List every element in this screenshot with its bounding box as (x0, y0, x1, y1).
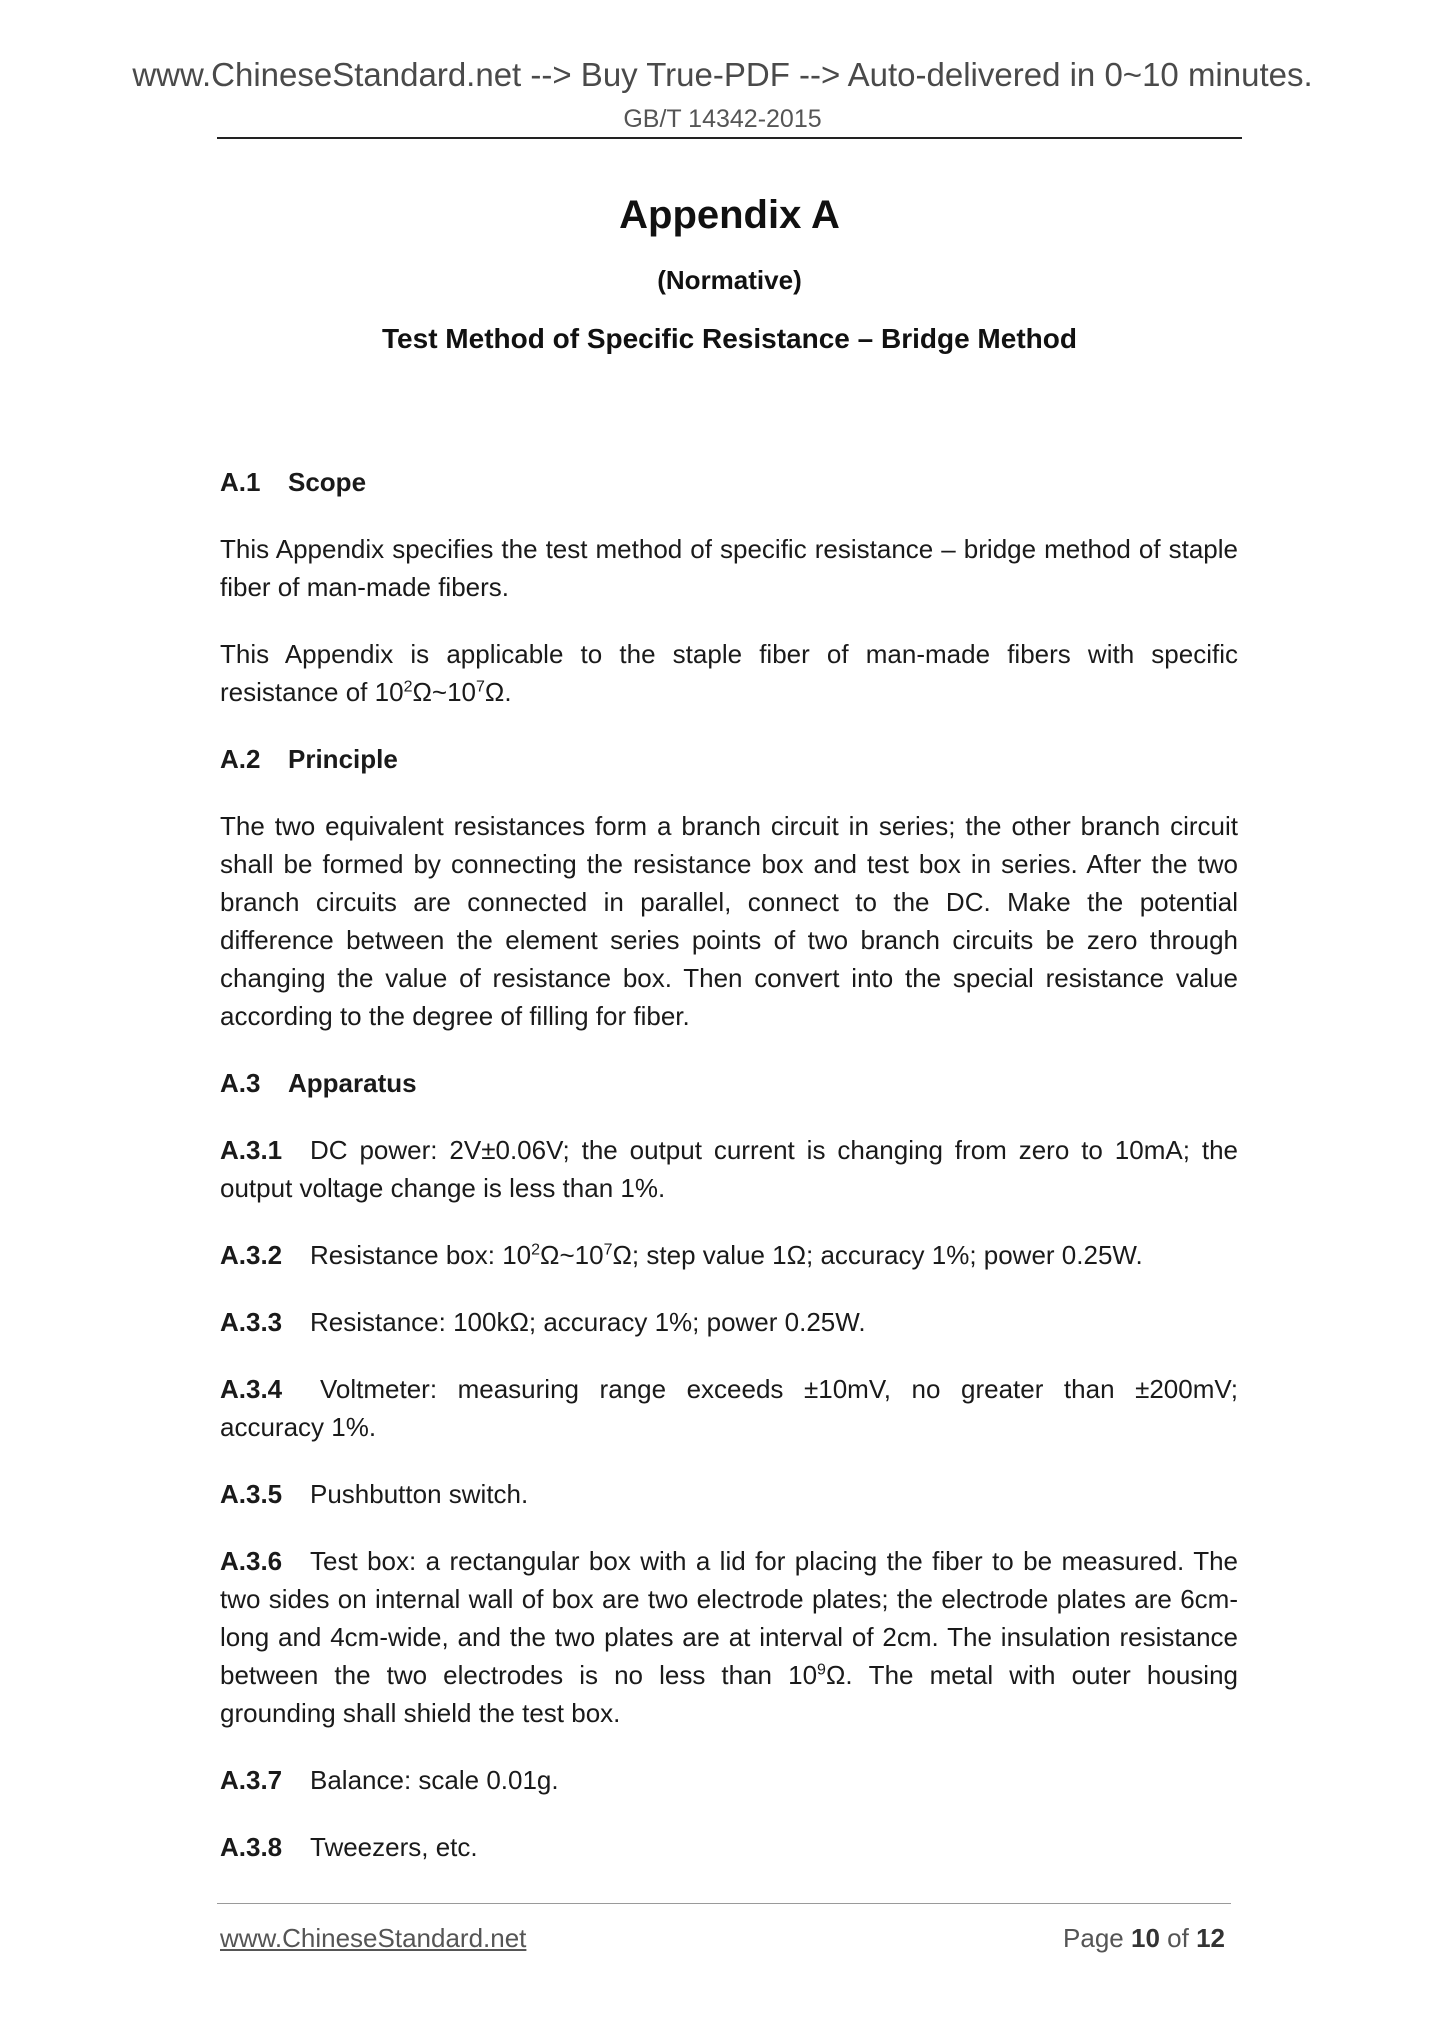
apparatus-item-resistance-box (220, 1236, 1238, 1274)
text-run: This Appendix is applicable to the staple fiber of man-made fibers with specific resistance of 10 (220, 639, 1238, 707)
section-number: A.3 (220, 1068, 261, 1098)
page-label: Page (1063, 1923, 1124, 1953)
item-number: A.3.7 (220, 1765, 283, 1795)
section-title: Scope (288, 467, 367, 497)
text-run: Ω~10 (412, 677, 477, 707)
item-text: Resistance: 100kΩ; accuracy 1%; power 0.25W. (310, 1307, 866, 1337)
page-indicator (1063, 1925, 1225, 1951)
item-text: Pushbutton switch. (310, 1479, 529, 1509)
section-title: Apparatus (288, 1068, 417, 1098)
standard-code: GB/T 14342-2015 (623, 105, 822, 133)
header-divider (217, 137, 1242, 139)
section-title: Principle (288, 744, 398, 774)
item-number: A.3.1 (220, 1135, 283, 1165)
apparatus-item-test-box (220, 1542, 1238, 1732)
item-number: A.3.6 (220, 1546, 283, 1576)
appendix-type: (Normative) (657, 265, 802, 295)
exponent: 2 (531, 1241, 541, 1259)
item-text: Voltmeter: measuring range exceeds ±10mV, no greater than ±200mV; accuracy 1%. (220, 1374, 1238, 1442)
section-number: A.2 (220, 744, 261, 774)
exponent: 7 (476, 678, 485, 696)
appendix-subject: Test Method of Specific Resistance – Bridge Method (382, 323, 1077, 354)
section-heading-principle (220, 740, 1238, 778)
text-run: Ω; step value 1Ω; accuracy 1%; power 0.25W. (612, 1240, 1143, 1270)
apparatus-item-voltmeter (220, 1370, 1238, 1446)
item-text: Tweezers, etc. (310, 1832, 478, 1862)
item-text: Balance: scale 0.01g. (310, 1765, 559, 1795)
footer-divider (217, 1903, 1231, 1904)
section-heading-apparatus (220, 1064, 1238, 1102)
item-number: A.3.3 (220, 1307, 283, 1337)
item-text: DC power: 2V±0.06V; the output current is changing from zero to 10mA; the output voltage change is less than 1%. (220, 1135, 1238, 1203)
footer-website-link[interactable]: www.ChineseStandard.net (220, 1923, 527, 1953)
document-body (220, 463, 1238, 1895)
apparatus-item-pushbutton (220, 1475, 1238, 1513)
apparatus-item-balance (220, 1761, 1238, 1799)
apparatus-item-tweezers (220, 1828, 1238, 1866)
appendix-title: Appendix A (619, 193, 840, 237)
scope-paragraph-1: This Appendix specifies the test method of specific resistance – bridge method of staple fiber of man-made fibers. (220, 534, 1238, 602)
item-number: A.3.2 (220, 1240, 283, 1270)
item-number: A.3.5 (220, 1479, 283, 1509)
text-run: Ω. (484, 677, 512, 707)
text-run: Test box: a rectangular box with a lid for placing the fiber to be measured. The two sides on internal wall of box are two electrode plates; the electrode plates are 6cm-long and 4cm-wide, and the two plates are at interval of 2cm. The insulation resistance between the two electrodes is no less than 10 (220, 1546, 1238, 1690)
section-heading-scope (220, 463, 1238, 501)
exponent: 9 (817, 1661, 826, 1679)
site-banner[interactable]: www.ChineseStandard.net --> Buy True-PDF --> Auto-delivered in 0~10 minutes. (132, 56, 1313, 93)
current-page: 10 (1131, 1923, 1160, 1953)
text-run: Ω~10 (540, 1240, 604, 1270)
total-pages: 12 (1196, 1923, 1225, 1953)
principle-paragraph: The two equivalent resistances form a branch circuit in series; the other branch circuit shall be formed by connecting the resistance box and test box in series. After the two branch circuits are connected in parallel, connect to the DC. Make the potential difference between the element series points of two branch circuits be zero through changing the value of resistance box. Then convert into the special resistance value according to the degree of filling for fiber. (220, 811, 1238, 1031)
apparatus-item-dc-power (220, 1131, 1238, 1207)
text-run: Ω. The metal with outer housing grounding shall shield the test box. (220, 1660, 1238, 1728)
section-number: A.1 (220, 467, 261, 497)
exponent: 2 (403, 678, 413, 696)
scope-paragraph-2 (220, 635, 1238, 711)
item-number: A.3.4 (220, 1374, 283, 1404)
page-of: of (1167, 1923, 1189, 1953)
text-run: Resistance box: 10 (310, 1240, 532, 1270)
apparatus-item-resistance (220, 1303, 1238, 1341)
exponent: 7 (603, 1241, 613, 1259)
item-number: A.3.8 (220, 1832, 283, 1862)
